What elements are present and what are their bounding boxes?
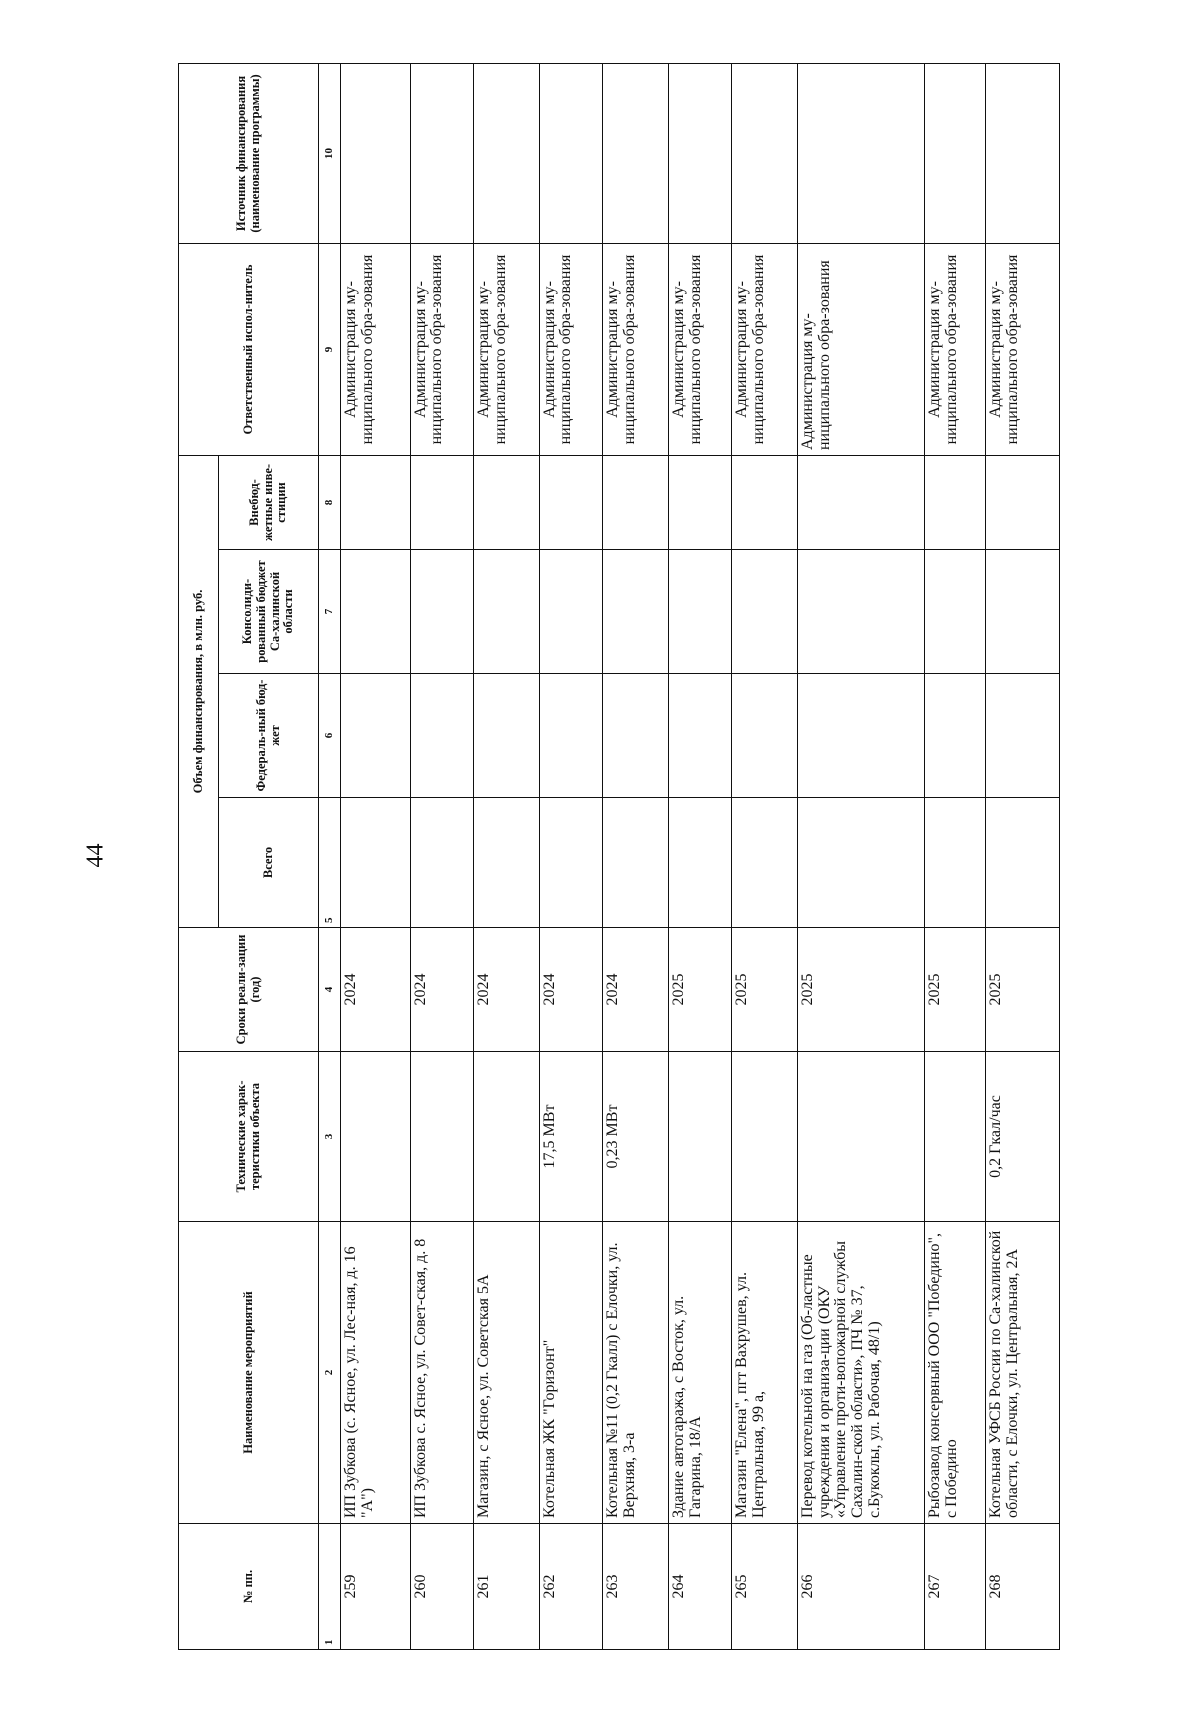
row-number: 263 — [603, 1524, 669, 1650]
column-number: 4 — [319, 928, 341, 1052]
funding-source — [539, 64, 603, 244]
table-row — [474, 64, 540, 1650]
funding-regional — [341, 550, 411, 674]
funding-total — [986, 798, 1060, 928]
tech-characteristics — [410, 1052, 474, 1222]
tech-characteristics — [668, 1052, 732, 1222]
header-offbudget: Внебюд-жетные инве-стиции — [219, 456, 319, 550]
funding-total — [668, 798, 732, 928]
tech-characteristics — [797, 1052, 924, 1222]
column-number-row — [319, 64, 341, 1650]
implementation-year: 2025 — [924, 928, 985, 1052]
funding-total — [732, 798, 798, 928]
funding-federal — [474, 674, 540, 798]
column-number: 7 — [319, 550, 341, 674]
funding-source — [410, 64, 474, 244]
table-body — [341, 64, 1060, 1650]
implementation-year: 2024 — [474, 928, 540, 1052]
funding-offbudget — [797, 456, 924, 550]
activity-name: Котельная ЖК "Горизонт" — [539, 1222, 603, 1524]
row-number: 259 — [341, 1524, 411, 1650]
funding-federal — [668, 674, 732, 798]
activity-name: Магазин, с Ясное, ул. Советская 5А — [474, 1222, 540, 1524]
column-number: 8 — [319, 456, 341, 550]
activity-name: Здание автогаража, с Восток, ул. Гагарина, 18/А — [668, 1222, 732, 1524]
funding-total — [474, 798, 540, 928]
funding-federal — [732, 674, 798, 798]
funding-federal — [924, 674, 985, 798]
funding-total — [539, 798, 603, 928]
row-number: 267 — [924, 1524, 985, 1650]
funding-federal — [341, 674, 411, 798]
funding-total — [797, 798, 924, 928]
funding-regional — [410, 550, 474, 674]
responsible-executor: Администрация му-ниципального обра-зования — [410, 244, 474, 456]
header-total: Всего — [219, 798, 319, 928]
funding-total — [341, 798, 411, 928]
responsible-executor: Администрация му-ниципального обра-зования — [986, 244, 1060, 456]
funding-source — [603, 64, 669, 244]
funding-regional — [474, 550, 540, 674]
tech-characteristics — [732, 1052, 798, 1222]
funding-federal — [539, 674, 603, 798]
funding-regional — [603, 550, 669, 674]
column-number: 5 — [319, 798, 341, 928]
funding-source — [341, 64, 411, 244]
row-number: 268 — [986, 1524, 1060, 1650]
responsible-executor: Администрация му-ниципального обра-зования — [732, 244, 798, 456]
column-number: 9 — [319, 244, 341, 456]
implementation-year: 2025 — [732, 928, 798, 1052]
activity-name: Магазин "Елена", пгт Вахрушев, ул. Центральная, 99 а, — [732, 1222, 798, 1524]
implementation-year: 2025 — [986, 928, 1060, 1052]
table-row — [668, 64, 732, 1650]
table-row — [603, 64, 669, 1650]
table-row — [924, 64, 985, 1650]
table-row — [410, 64, 474, 1650]
funding-source — [474, 64, 540, 244]
funding-total — [924, 798, 985, 928]
activity-name: ИП Зубкова с. Ясное, ул. Совет-ская, д. 8 — [410, 1222, 474, 1524]
funding-regional — [732, 550, 798, 674]
funding-total — [410, 798, 474, 928]
responsible-executor: Администрация му-ниципального обра-зования — [603, 244, 669, 456]
funding-federal — [410, 674, 474, 798]
row-number: 262 — [539, 1524, 603, 1650]
tech-characteristics: 0,23 МВт — [603, 1052, 669, 1222]
funding-offbudget — [539, 456, 603, 550]
implementation-year: 2024 — [539, 928, 603, 1052]
header-name: Наименование мероприятий — [179, 1222, 319, 1524]
funding-regional — [797, 550, 924, 674]
funding-offbudget — [474, 456, 540, 550]
funding-offbudget — [341, 456, 411, 550]
responsible-executor: Администрация му-ниципального обра-зования — [539, 244, 603, 456]
column-number: 3 — [319, 1052, 341, 1222]
table-container — [178, 64, 1060, 1650]
funding-offbudget — [986, 456, 1060, 550]
row-number: 260 — [410, 1524, 474, 1650]
table-row — [732, 64, 798, 1650]
header-volume: Объем финансирования, в млн. руб. — [179, 456, 219, 928]
header-responsible: Ответственный испол-нитель — [179, 244, 319, 456]
header-no: № пп. — [179, 1524, 319, 1650]
implementation-year: 2024 — [410, 928, 474, 1052]
funding-source — [732, 64, 798, 244]
activity-name: Перевод котельной на газ (Об-ластные учреждения и организа-ции (ОКУ «Управление проти-вопожарной службы Сахалин-ской области», ПЧ № 37, с.Букоклы, ул. Рабочая, 48/1) — [797, 1222, 924, 1524]
page-number: 44 — [82, 843, 109, 867]
table-row — [539, 64, 603, 1650]
activity-name: Котельная №11 (0,2 Гкалл) с Елочки, ул. Верхняя, 3-а — [603, 1222, 669, 1524]
row-number: 266 — [797, 1524, 924, 1650]
header-federal: Федераль-ный бюд-жет — [219, 674, 319, 798]
responsible-executor: Администрация му-ниципального обра-зования — [474, 244, 540, 456]
funding-offbudget — [668, 456, 732, 550]
tech-characteristics — [341, 1052, 411, 1222]
header-tech: Технические харак-теристики объекта — [179, 1052, 319, 1222]
funding-source — [986, 64, 1060, 244]
activity-name: ИП Зубкова (с. Ясное, ул. Лес-ная, д. 16 "А") — [341, 1222, 411, 1524]
row-number: 264 — [668, 1524, 732, 1650]
table-row — [986, 64, 1060, 1650]
table-header — [179, 64, 341, 1650]
funding-federal — [986, 674, 1060, 798]
column-number: 2 — [319, 1222, 341, 1524]
funding-federal — [603, 674, 669, 798]
implementation-year: 2024 — [341, 928, 411, 1052]
table-row — [341, 64, 411, 1650]
row-number: 265 — [732, 1524, 798, 1650]
column-number: 1 — [319, 1524, 341, 1650]
tech-characteristics — [474, 1052, 540, 1222]
funding-offbudget — [732, 456, 798, 550]
responsible-executor: Администрация му-ниципального обра-зования — [341, 244, 411, 456]
header-source: Источник финансирования (наименование программы) — [179, 64, 319, 244]
funding-regional — [539, 550, 603, 674]
responsible-executor: Администрация му-ниципального обра-зования — [668, 244, 732, 456]
tech-characteristics: 0,2 Гкал/час — [986, 1052, 1060, 1222]
header-term: Сроки реали-зации (год) — [179, 928, 319, 1052]
funding-source — [797, 64, 924, 244]
implementation-year: 2025 — [797, 928, 924, 1052]
responsible-executor: Администрация му-ниципального обра-зования — [924, 244, 985, 456]
funding-offbudget — [924, 456, 985, 550]
funding-regional — [668, 550, 732, 674]
funding-source — [924, 64, 985, 244]
activities-table — [178, 63, 1060, 1650]
funding-total — [603, 798, 669, 928]
implementation-year: 2024 — [603, 928, 669, 1052]
funding-regional — [924, 550, 985, 674]
activity-name: Рыбозавод консервный ООО "Победино", с Победино — [924, 1222, 985, 1524]
header-regional: Консолиди-рованный бюджет Са-халинской области — [219, 550, 319, 674]
tech-characteristics — [924, 1052, 985, 1222]
funding-offbudget — [603, 456, 669, 550]
activity-name: Котельная УФСБ России по Са-халинской области, с Елочки, ул. Центральная, 2А — [986, 1222, 1060, 1524]
funding-source — [668, 64, 732, 244]
funding-regional — [986, 550, 1060, 674]
column-number: 6 — [319, 674, 341, 798]
table-row — [797, 64, 924, 1650]
column-number: 10 — [319, 64, 341, 244]
implementation-year: 2025 — [668, 928, 732, 1052]
responsible-executor: Администрация му-ниципального обра-зования — [797, 244, 924, 456]
funding-federal — [797, 674, 924, 798]
row-number: 261 — [474, 1524, 540, 1650]
tech-characteristics: 17,5 МВт — [539, 1052, 603, 1222]
funding-offbudget — [410, 456, 474, 550]
